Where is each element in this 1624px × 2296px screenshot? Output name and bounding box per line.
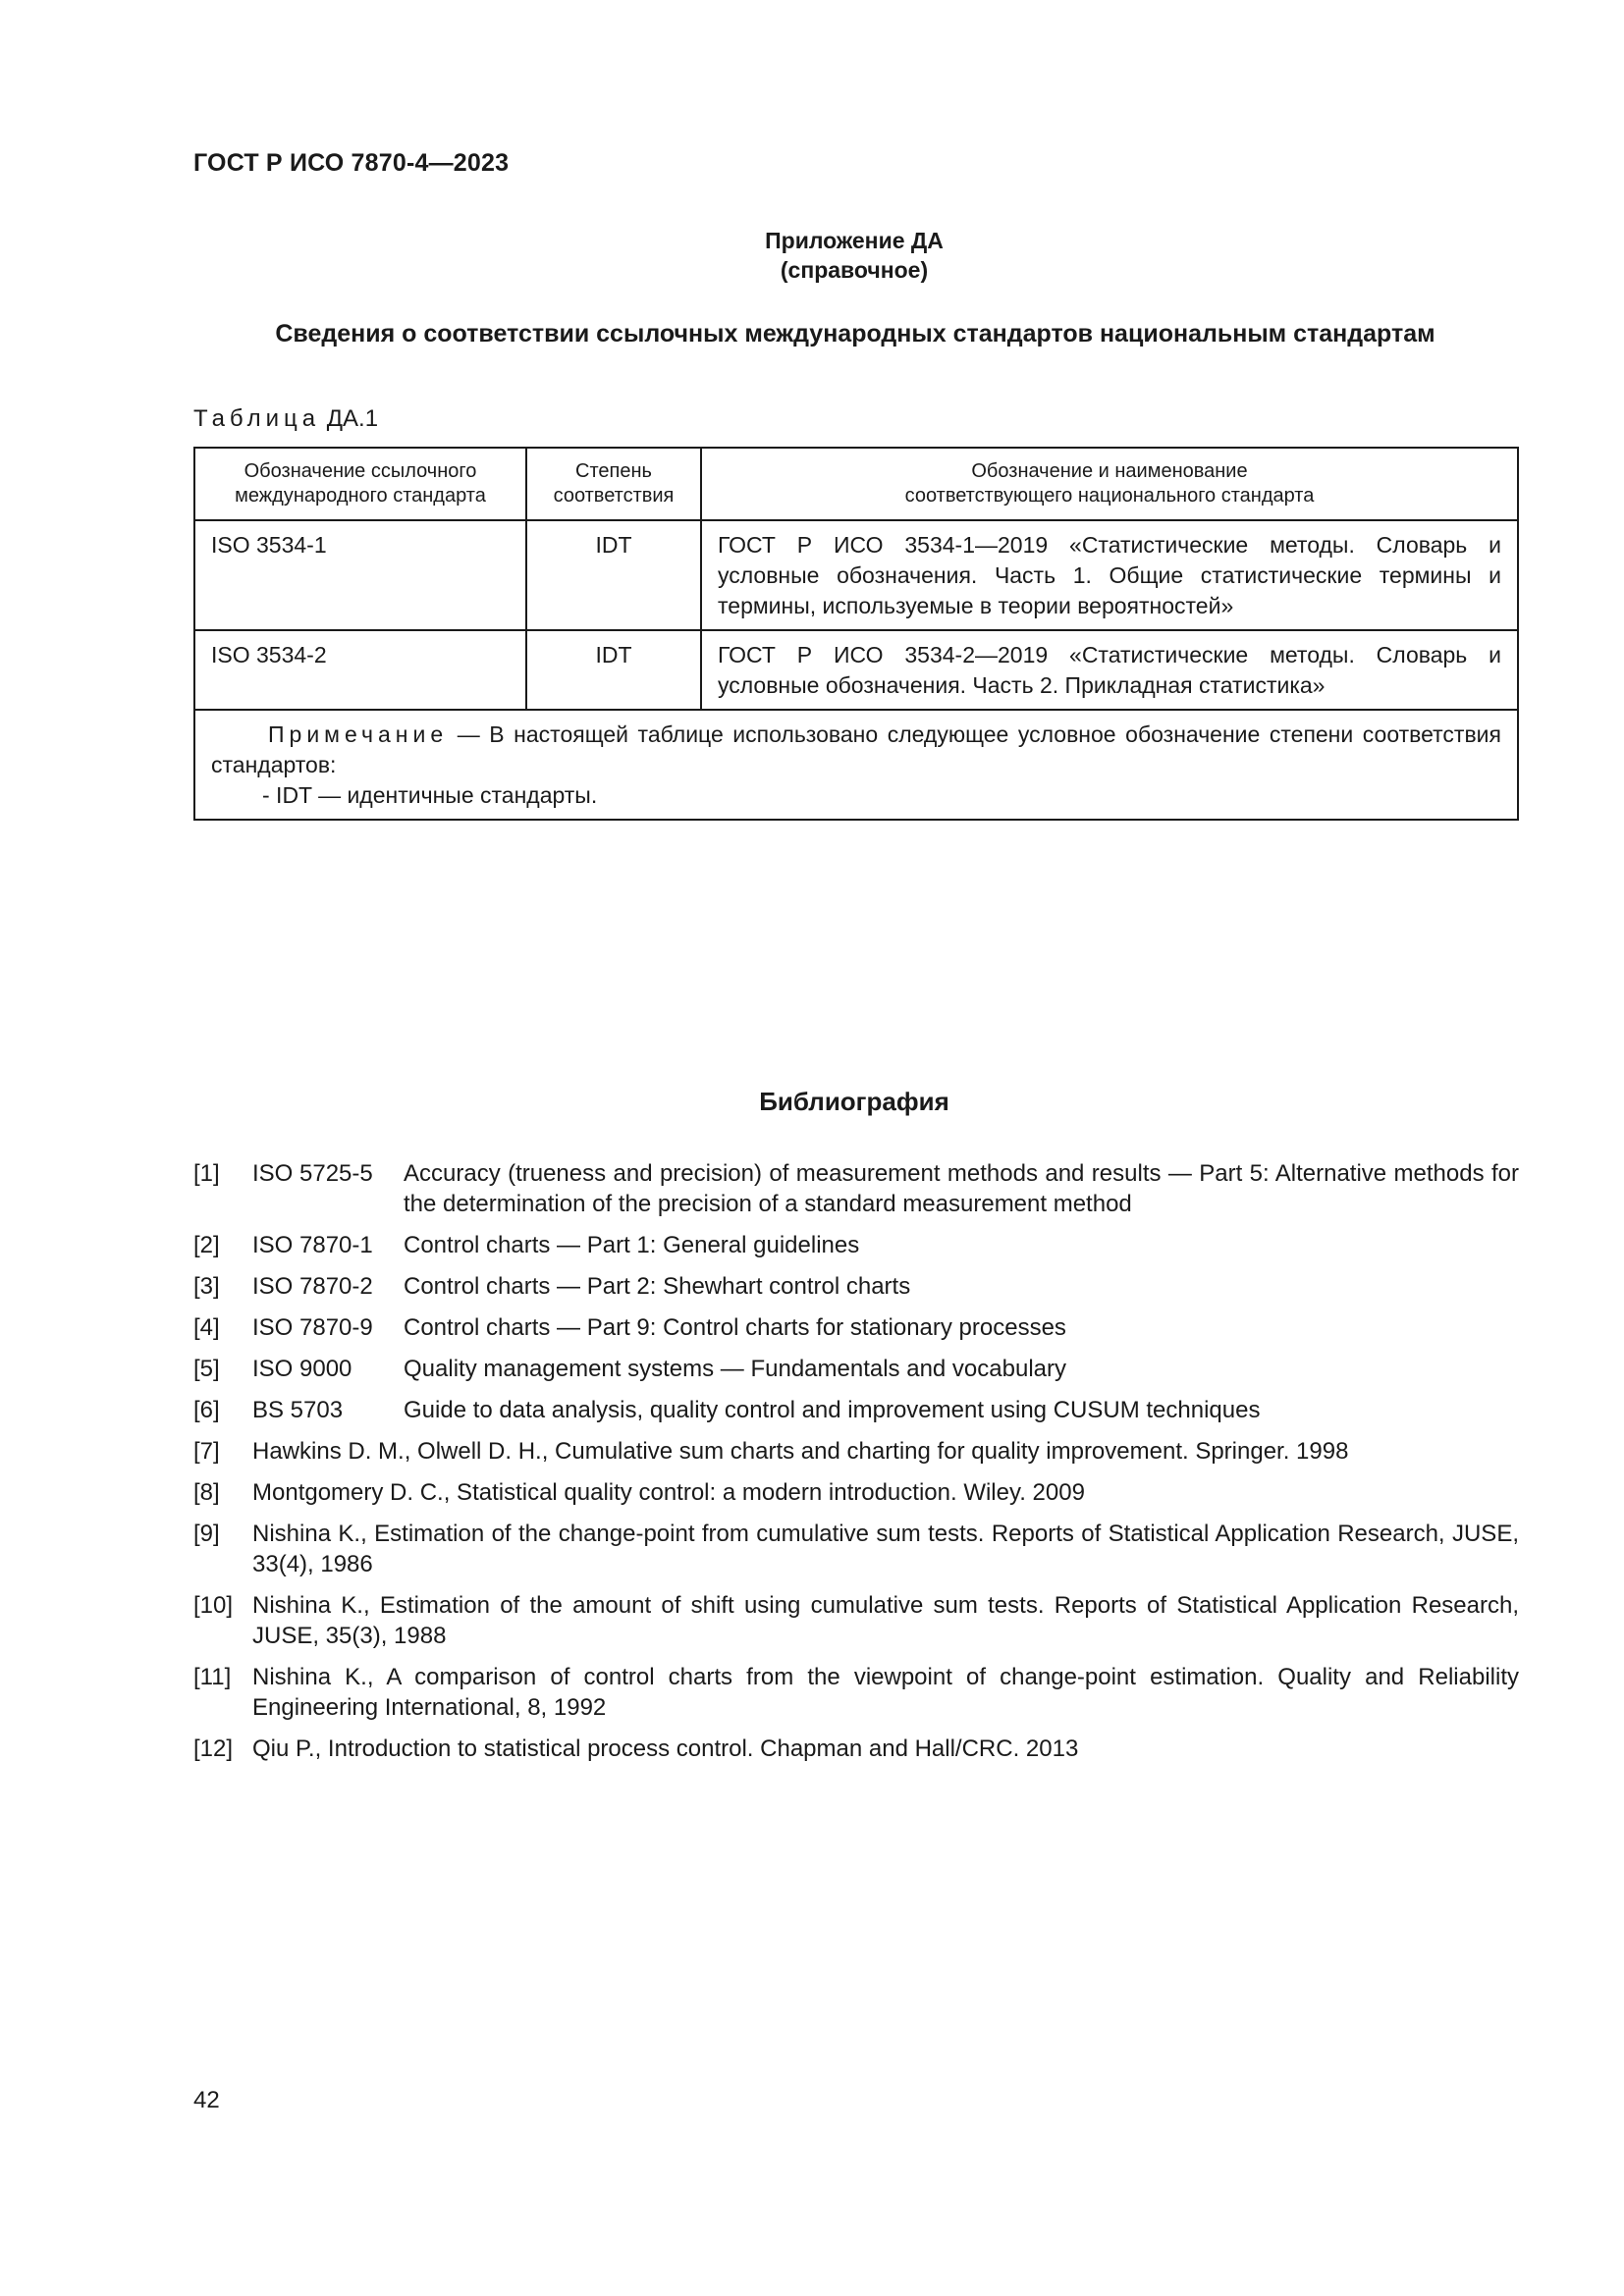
header-national-line2: соответствующего национального стандарта (904, 485, 1315, 507)
bib-text: Control charts — Part 1: General guidelines (404, 1232, 860, 1258)
bib-num: [3] (193, 1273, 220, 1300)
bib-item (193, 1312, 1519, 1343)
bib-num: [7] (193, 1438, 220, 1465)
bib-item (193, 1395, 1519, 1425)
header-national-standard (701, 448, 1518, 520)
table-row (194, 630, 1518, 710)
annex-kind: (справочное) (780, 257, 929, 283)
cell-national: ГОСТ Р ИСО 3534-1—2019 «Статистические методы. Словарь и условные обозначения. Часть 1. Общие статистические термины и термины, используемые в теории вероятностей» (701, 520, 1518, 630)
bib-code: ISO 7870-2 (252, 1273, 373, 1300)
table-label-word: Таблица (193, 405, 321, 432)
bib-item (193, 1436, 1519, 1467)
bib-item (193, 1734, 1519, 1764)
bib-text: Nishina K., A comparison of control charts from the viewpoint of change-point estimation. Quality and Reliability Engineering International, 8, 1992 (252, 1664, 1519, 1721)
bib-num: [10] (193, 1592, 234, 1619)
bib-num: [5] (193, 1356, 220, 1382)
bib-num: [6] (193, 1397, 220, 1423)
bib-text: Montgomery D. C., Statistical quality control: a modern introduction. Wiley. 2009 (252, 1479, 1085, 1506)
header-ref-line1: Обозначение ссылочного (244, 460, 477, 482)
bib-text: Nishina K., Estimation of the amount of shift using cumulative sum tests. Reports of Statistical Application Research, JUSE, 35(3), 1988 (252, 1592, 1519, 1649)
note-word: Примечание (268, 721, 449, 747)
header-degree-line2: соответствия (553, 485, 675, 507)
bib-item (193, 1158, 1519, 1219)
cell-degree: IDT (526, 630, 701, 710)
bib-item (193, 1230, 1519, 1260)
table-label-id: ДА.1 (326, 405, 379, 432)
bib-num: [4] (193, 1314, 220, 1341)
correspondence-table (193, 447, 1519, 821)
page-number: 42 (193, 2087, 220, 2113)
annex-title: Приложение ДА (765, 228, 944, 253)
table-note (194, 710, 1518, 820)
cell-national: ГОСТ Р ИСО 3534-2—2019 «Статистические методы. Словарь и условные обозначения. Часть 2. Прикладная статистика» (701, 630, 1518, 710)
bib-num: [12] (193, 1735, 234, 1762)
bib-item (193, 1519, 1519, 1579)
bib-item (193, 1271, 1519, 1302)
bib-text: Accuracy (trueness and precision) of measurement methods and results — Part 5: Alternative methods for the determination of the precision of a standard measurement method (404, 1160, 1519, 1217)
bib-text: Hawkins D. M., Olwell D. H., Cumulative sum charts and charting for quality improvement. Springer. 1998 (252, 1438, 1349, 1465)
bib-text: Control charts — Part 9: Control charts for stationary processes (404, 1314, 1066, 1341)
header-degree (526, 448, 701, 520)
bib-text: Guide to data analysis, quality control and improvement using CUSUM techniques (404, 1397, 1261, 1423)
bib-item (193, 1590, 1519, 1651)
bib-item (193, 1354, 1519, 1384)
bibliography-list (193, 1158, 1519, 1775)
bib-num: [2] (193, 1232, 220, 1258)
bib-num: [11] (193, 1664, 232, 1690)
bib-code: ISO 9000 (252, 1356, 352, 1382)
annex-heading: Сведения о соответствии ссылочных международных стандартов национальным стандартам (275, 320, 1435, 347)
page-header: ГОСТ Р ИСО 7870-4—2023 (193, 149, 510, 177)
bib-code: ISO 5725-5 (252, 1160, 373, 1187)
bib-code: BS 5703 (252, 1397, 344, 1423)
header-ref-standard (194, 448, 526, 520)
table-row (194, 520, 1518, 630)
cell-degree: IDT (526, 520, 701, 630)
header-ref-line2: международного стандарта (235, 485, 486, 507)
table-header-row (194, 448, 1518, 520)
bib-item (193, 1662, 1519, 1723)
bib-text: Nishina K., Estimation of the change-point from cumulative sum tests. Reports of Statistical Application Research, JUSE, 33(4), 1986 (252, 1521, 1519, 1577)
bib-code: ISO 7870-9 (252, 1314, 373, 1341)
bib-num: [1] (193, 1160, 220, 1187)
bib-num: [8] (193, 1479, 220, 1506)
bib-num: [9] (193, 1521, 220, 1547)
bib-code: ISO 7870-1 (252, 1232, 373, 1258)
bibliography-title: Библиография (759, 1087, 949, 1116)
bib-text: Control charts — Part 2: Shewhart control charts (404, 1273, 911, 1300)
note-item: - IDT — идентичные стандарты. (262, 782, 598, 808)
header-national-line1: Обозначение и наименование (971, 460, 1248, 482)
cell-ref: ISO 3534-1 (194, 520, 526, 630)
table-label (193, 405, 378, 433)
note-paragraph (211, 720, 1501, 780)
note-text: — В настоящей таблице использовано следующее условное обозначение степени соответствия стандартов: (211, 721, 1501, 777)
bib-item (193, 1477, 1519, 1508)
cell-ref: ISO 3534-2 (194, 630, 526, 710)
table-note-row (194, 710, 1518, 820)
bib-text: Qiu P., Introduction to statistical process control. Chapman and Hall/CRC. 2013 (252, 1735, 1079, 1762)
bib-text: Quality management systems — Fundamentals and vocabulary (404, 1356, 1066, 1382)
header-degree-line1: Степень (575, 460, 652, 482)
